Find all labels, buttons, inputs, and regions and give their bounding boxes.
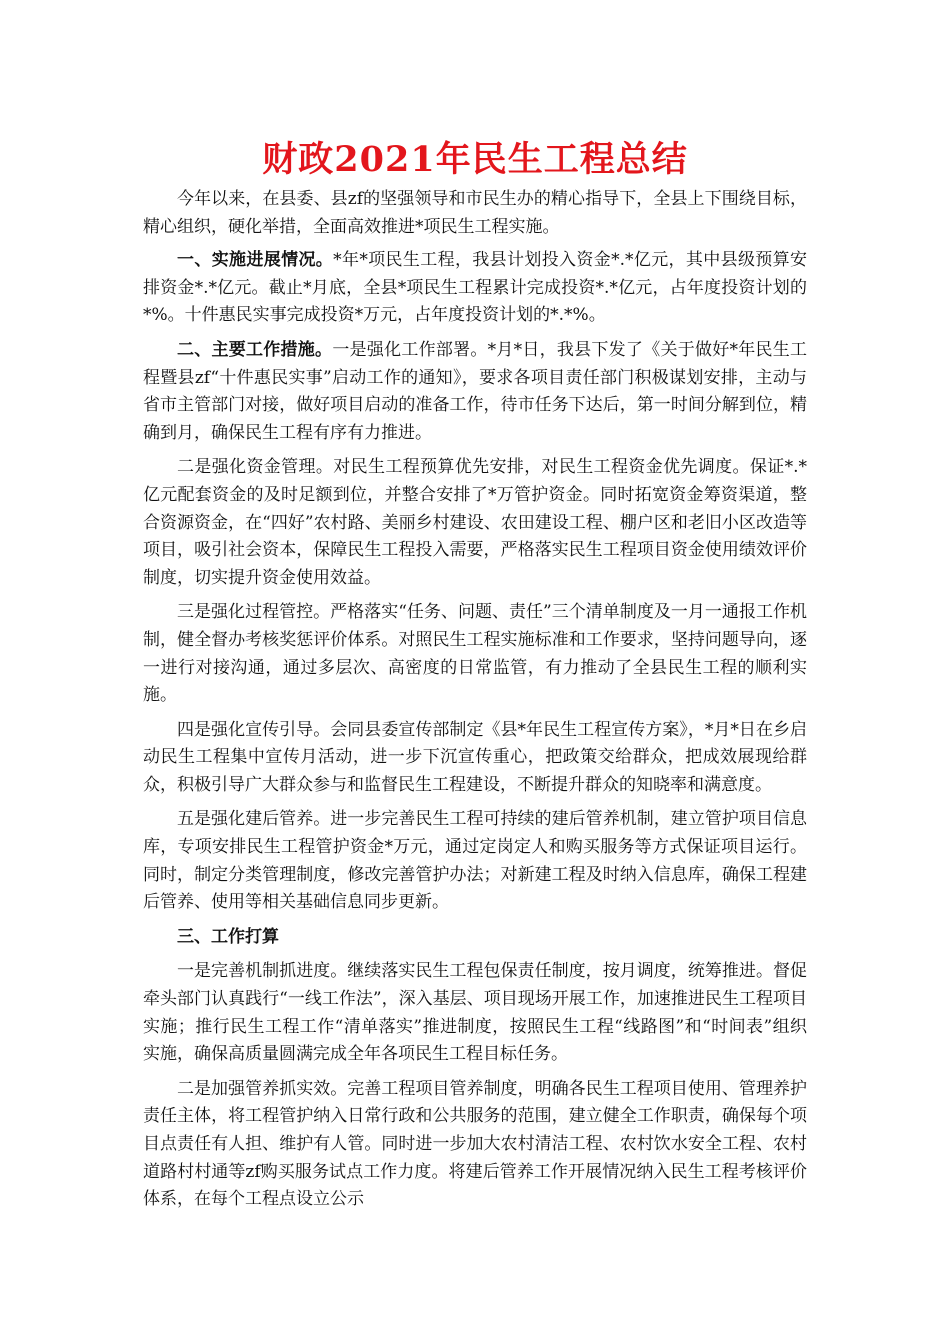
document-body: [143, 186, 807, 1221]
section2-paragraph-funds: 二是强化资金管理。对民生工程预算优先安排，对民生工程资金优先调度。保证*.*亿元配套资金的及时足额到位，并整合安排了*万管护资金。同时拓宽资金筹资渠道，整合资源资金，在“四好”农村路、美丽乡村建设、农田建设工程、棚户区和老旧小区改造等项目，吸引社会资本，保障民生工程投入需要，严格落实民生工程项目资金使用绩效评价制度，切实提升资金使用效益。: [143, 457, 807, 588]
section2-paragraph-publicity: 四是强化宣传引导。会同县委宣传部制定《县*年民生工程宣传方案》，*月*日在乡启动民生工程集中宣传月活动，进一步下沉宣传重心，把政策交给群众，把成效展现给群众，积极引导广大群众参与和监督民生工程建设，不断提升群众的知晓率和满意度。: [143, 719, 807, 795]
section3-heading: 三、工作打算: [177, 926, 279, 947]
section1-paragraph: [143, 247, 807, 330]
section3-paragraph-mechanism: 一是完善机制抓进度。继续落实民生工程包保责任制度，按月调度，统筹推进。督促牵头部门认真践行“一线工作法”，深入基层、项目现场开展工作，加速推进民生工程项目实施；推行民生工程工作“清单落实”推进制度，按照民生工程“线路图”和“时间表”组织实施，确保高质量圆满完成全年各项民生工程目标任务。: [143, 961, 807, 1065]
document-title: 财政2021年民生工程总结: [262, 139, 688, 180]
section1-heading: 一、实施进展情况。: [177, 250, 334, 271]
section2-paragraph: [143, 337, 807, 447]
section2-paragraph-maintenance: 五是强化建后管养。进一步完善民生工程可持续的建后管养机制，建立管护项目信息库，专项安排民生工程管护资金*万元，通过定岗定人和购买服务等方式保证项目运行。同时，制定分类管理制度，修改完善管护办法；对新建工程及时纳入信息库，确保工程建后管养、使用等相关基础信息同步更新。: [143, 809, 807, 913]
section1-text: *年*项民生工程，我县计划投入资金*.*亿元，其中县级预算安排资金*.*亿元。截止*月底，全县*项民生工程累计完成投资*.*亿元，占年度投资计划的*%。十件惠民实事完成投资*万元，占年度投资计划的*.*%。: [143, 250, 808, 326]
section2-heading: 二、主要工作措施。: [177, 339, 333, 360]
intro-paragraph: 今年以来，在县委、县zf的坚强领导和市民生办的精心指导下，全县上下围绕目标，精心组织，硬化举措，全面高效推进*项民生工程实施。: [143, 189, 807, 237]
section2-text: 一是强化工作部署。*月*日，我县下发了《关于做好*年民生工程暨县zf“十件惠民实事”启动工作的通知》，要求各项目责任部门积极谋划安排，主动与省市主管部门对接，做好项目启动的准备工作，待市任务下达后，第一时间分解到位，精确到月，确保民生工程有序有力推进。: [143, 339, 808, 443]
section2-paragraph-process: 三是强化过程管控。严格落实“任务、问题、责任”三个清单制度及一月一通报工作机制，健全督办考核奖惩评价体系。对照民生工程实施标准和工作要求，坚持问题导向，逐一进行对接沟通，通过多层次、高密度的日常监管，有力推动了全县民生工程的顺利实施。: [143, 602, 807, 706]
section3-paragraph-management: 二是加强管养抓实效。完善工程项目管养制度，明确各民生工程项目使用、管理养护责任主体，将工程管护纳入日常行政和公共服务的范围，建立健全工作职责，确保每个项目点责任有人担、维护有人管。同时进一步加大农村清洁工程、农村饮水安全工程、农村道路村村通等zf购买服务试点工作力度。将建后管养工作开展情况纳入民生工程考核评价体系，在每个工程点设立公示: [143, 1078, 807, 1210]
